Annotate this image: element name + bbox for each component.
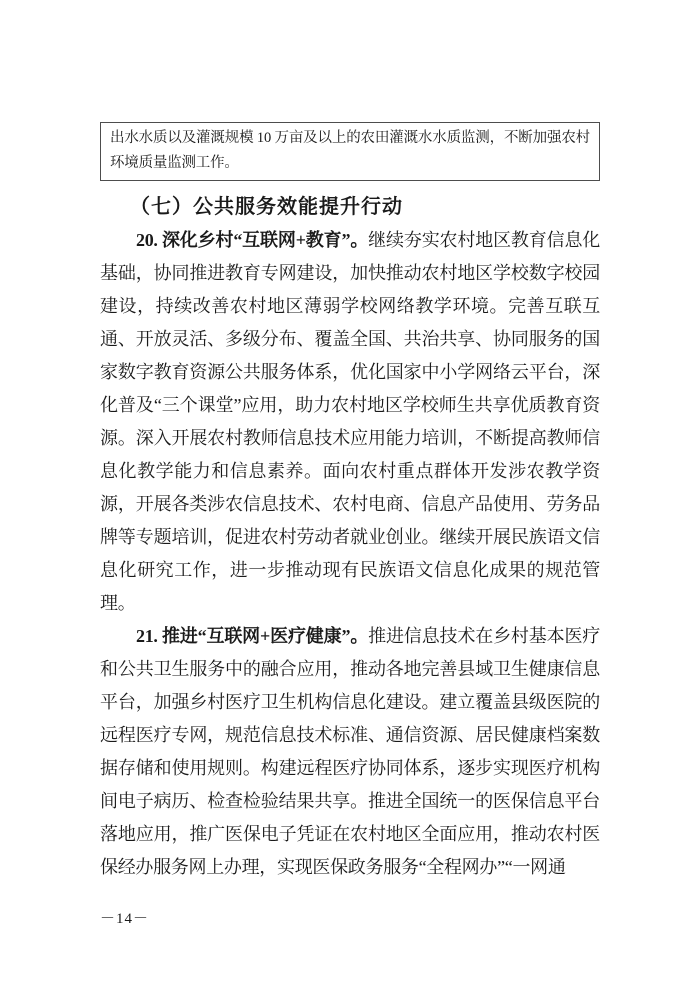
paragraph-20-body: 继续夯实农村地区教育信息化基础，协同推进教育专网建设，加快推动农村地区学校数字校园建设，持续改善农村地区薄弱学校网络教学环境。完善互联互通、开放灵活、多级分布、覆盖全国、共治共享、协同服务的国家数字教育资源公共服务体系，优化国家中小学网络云平台，深化普及“三个课堂”应用，助力农村地区学校师生共享优质教育资源。深入开展农村教师信息技术应用能力培训，不断提高教师信息化教学能力和信息素养。面向农村重点群体开发涉农教学资源，开展各类涉农信息技术、农村电商、信息产品使用、劳务品牌等专题培训，促进农村劳动者就业创业。继续开展民族语文信息化研究工作，进一步推动现有民族语文信息化成果的规范管理。: [100, 230, 600, 613]
notice-box-text: 出水水质以及灌溉规模 10 万亩及以上的农田灌溉水水质监测，不断加强农村环境质量监测工作。: [110, 130, 590, 171]
page-number: －14－: [100, 911, 150, 927]
section-heading: （七）公共服务效能提升行动: [130, 196, 403, 218]
notice-box: [100, 122, 600, 181]
paragraph-20-lead: 20. 深化乡村“互联网+教育”。: [136, 230, 369, 250]
paragraph-20: [100, 224, 600, 620]
paragraph-21: [100, 620, 600, 884]
document-content: [100, 122, 600, 884]
paragraph-21-lead: 21. 推进“互联网+医疗健康”。: [136, 626, 369, 646]
paragraph-21-body: 推进信息技术在乡村基本医疗和公共卫生服务中的融合应用，推动各地完善县域卫生健康信息平台，加强乡村医疗卫生机构信息化建设。建立覆盖县级医院的远程医疗专网，规范信息技术标准、通信资源、居民健康档案数据存储和使用规则。构建远程医疗协同体系，逐步实现医疗机构间电子病历、检查检验结果共享。推进全国统一的医保信息平台落地应用，推广医保电子凭证在农村地区全面应用，推动农村医保经办服务网上办理，实现医保政务服务“全程网办”“一网通: [100, 626, 600, 877]
